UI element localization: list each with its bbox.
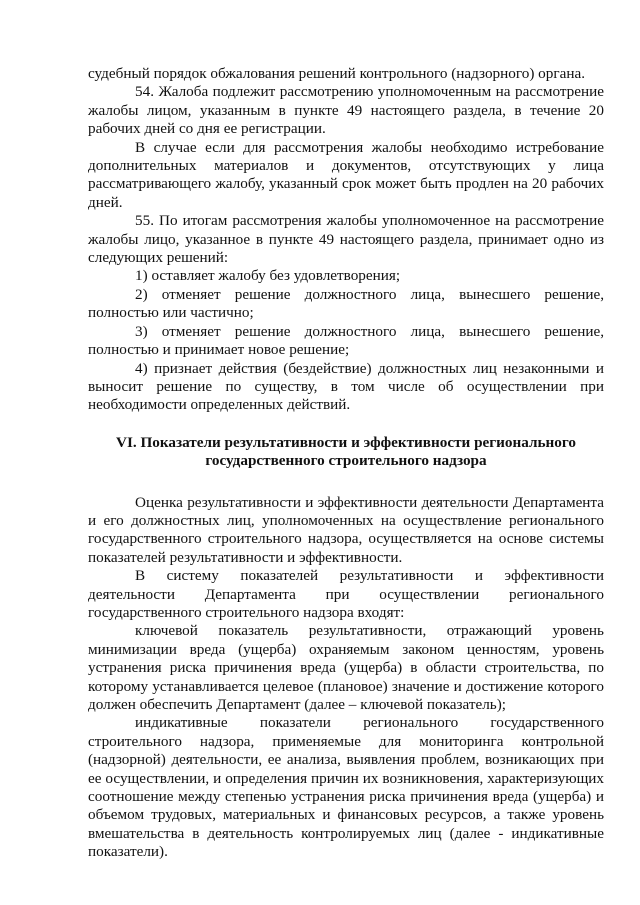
list-item-decision-1: 1) оставляет жалобу без удовлетворения; [135,267,401,285]
paragraph-54-complaint-term: 54. Жалоба подлежит рассмотрению уполномоченным на рассмотрение жалобы лицом, указанным в пункте 49 настоящего раздела, в течение 20 рабочих дней со дня ее регистрации. [88,83,604,138]
list-item-decision-4: 4) признает действия (бездействие) должностных лиц незаконными и выносит решение по существу, в том числе об осуществлении при необходимости определенных действий. [88,359,604,414]
paragraph-55-decisions: 55. По итогам рассмотрения жалобы уполномоченное на рассмотрение жалобы лицо, указанное в пункте 49 настоящего раздела, принимает одно из следующих решений: [88,212,604,267]
paragraph-indicative-indicators: индикативные показатели регионального государственного строительного надзора, применяемые для мониторинга контрольной (надзорной) деятельности, ее анализа, выявления проблем, возникающих при ее осуществлении, и определения причин их возникновения, характеризующих соотношение между степенью устранения риска причинения вреда (ущерба) и объемом трудовых, материальных и финансовых ресурсов, а также уровень вмешательства в деятельность контролируемых лиц (далее - индикативные показатели). [88,714,604,861]
document-body [88,65,604,862]
paragraph-term-extension: В случае если для рассмотрения жалобы необходимо истребование дополнительных материалов и документов, отсутствующих у лица рассматривающего жалобу, указанный срок может быть продлен на 20 рабочих дней. [88,138,604,211]
section-heading-line-1: VI. Показатели результативности и эффективности регионального [115,433,577,451]
paragraph-assessment: Оценка результативности и эффективности деятельности Департамента и его должностных лиц, уполномоченных на осуществление регионального государственного строительного надзора, осуществляется на основе системы показателей результативности и эффективности. [88,493,604,566]
list-item-decision-2: 2) отменяет решение должностного лица, вынесшего решение, полностью или частично; [88,285,604,322]
list-item-decision-3: 3) отменяет решение должностного лица, вынесшего решение, полностью и принимает новое решение; [88,322,604,359]
section-heading [88,434,604,471]
paragraph-indicator-system: В систему показателей результативности и эффективности деятельности Департамента при осуществлении регионального государственного строительного надзора входят: [88,567,604,621]
paragraph-appeal-procedure-end: судебный порядок обжалования решений контрольного (надзорного) органа. [88,65,585,82]
section-heading-line-2: государственного строительного надзора [205,452,487,470]
paragraph-key-indicator: ключевой показатель результативности, отражающий уровень минимизации вреда (ущерба) охраняемым законом ценностям, уровень устранения риска причинения вреда (ущерба) в области строительства, по которому устанавливается целевое (плановое) значение и достижение которого должен обеспечить Департамент (далее – ключевой показатель); [88,622,604,713]
